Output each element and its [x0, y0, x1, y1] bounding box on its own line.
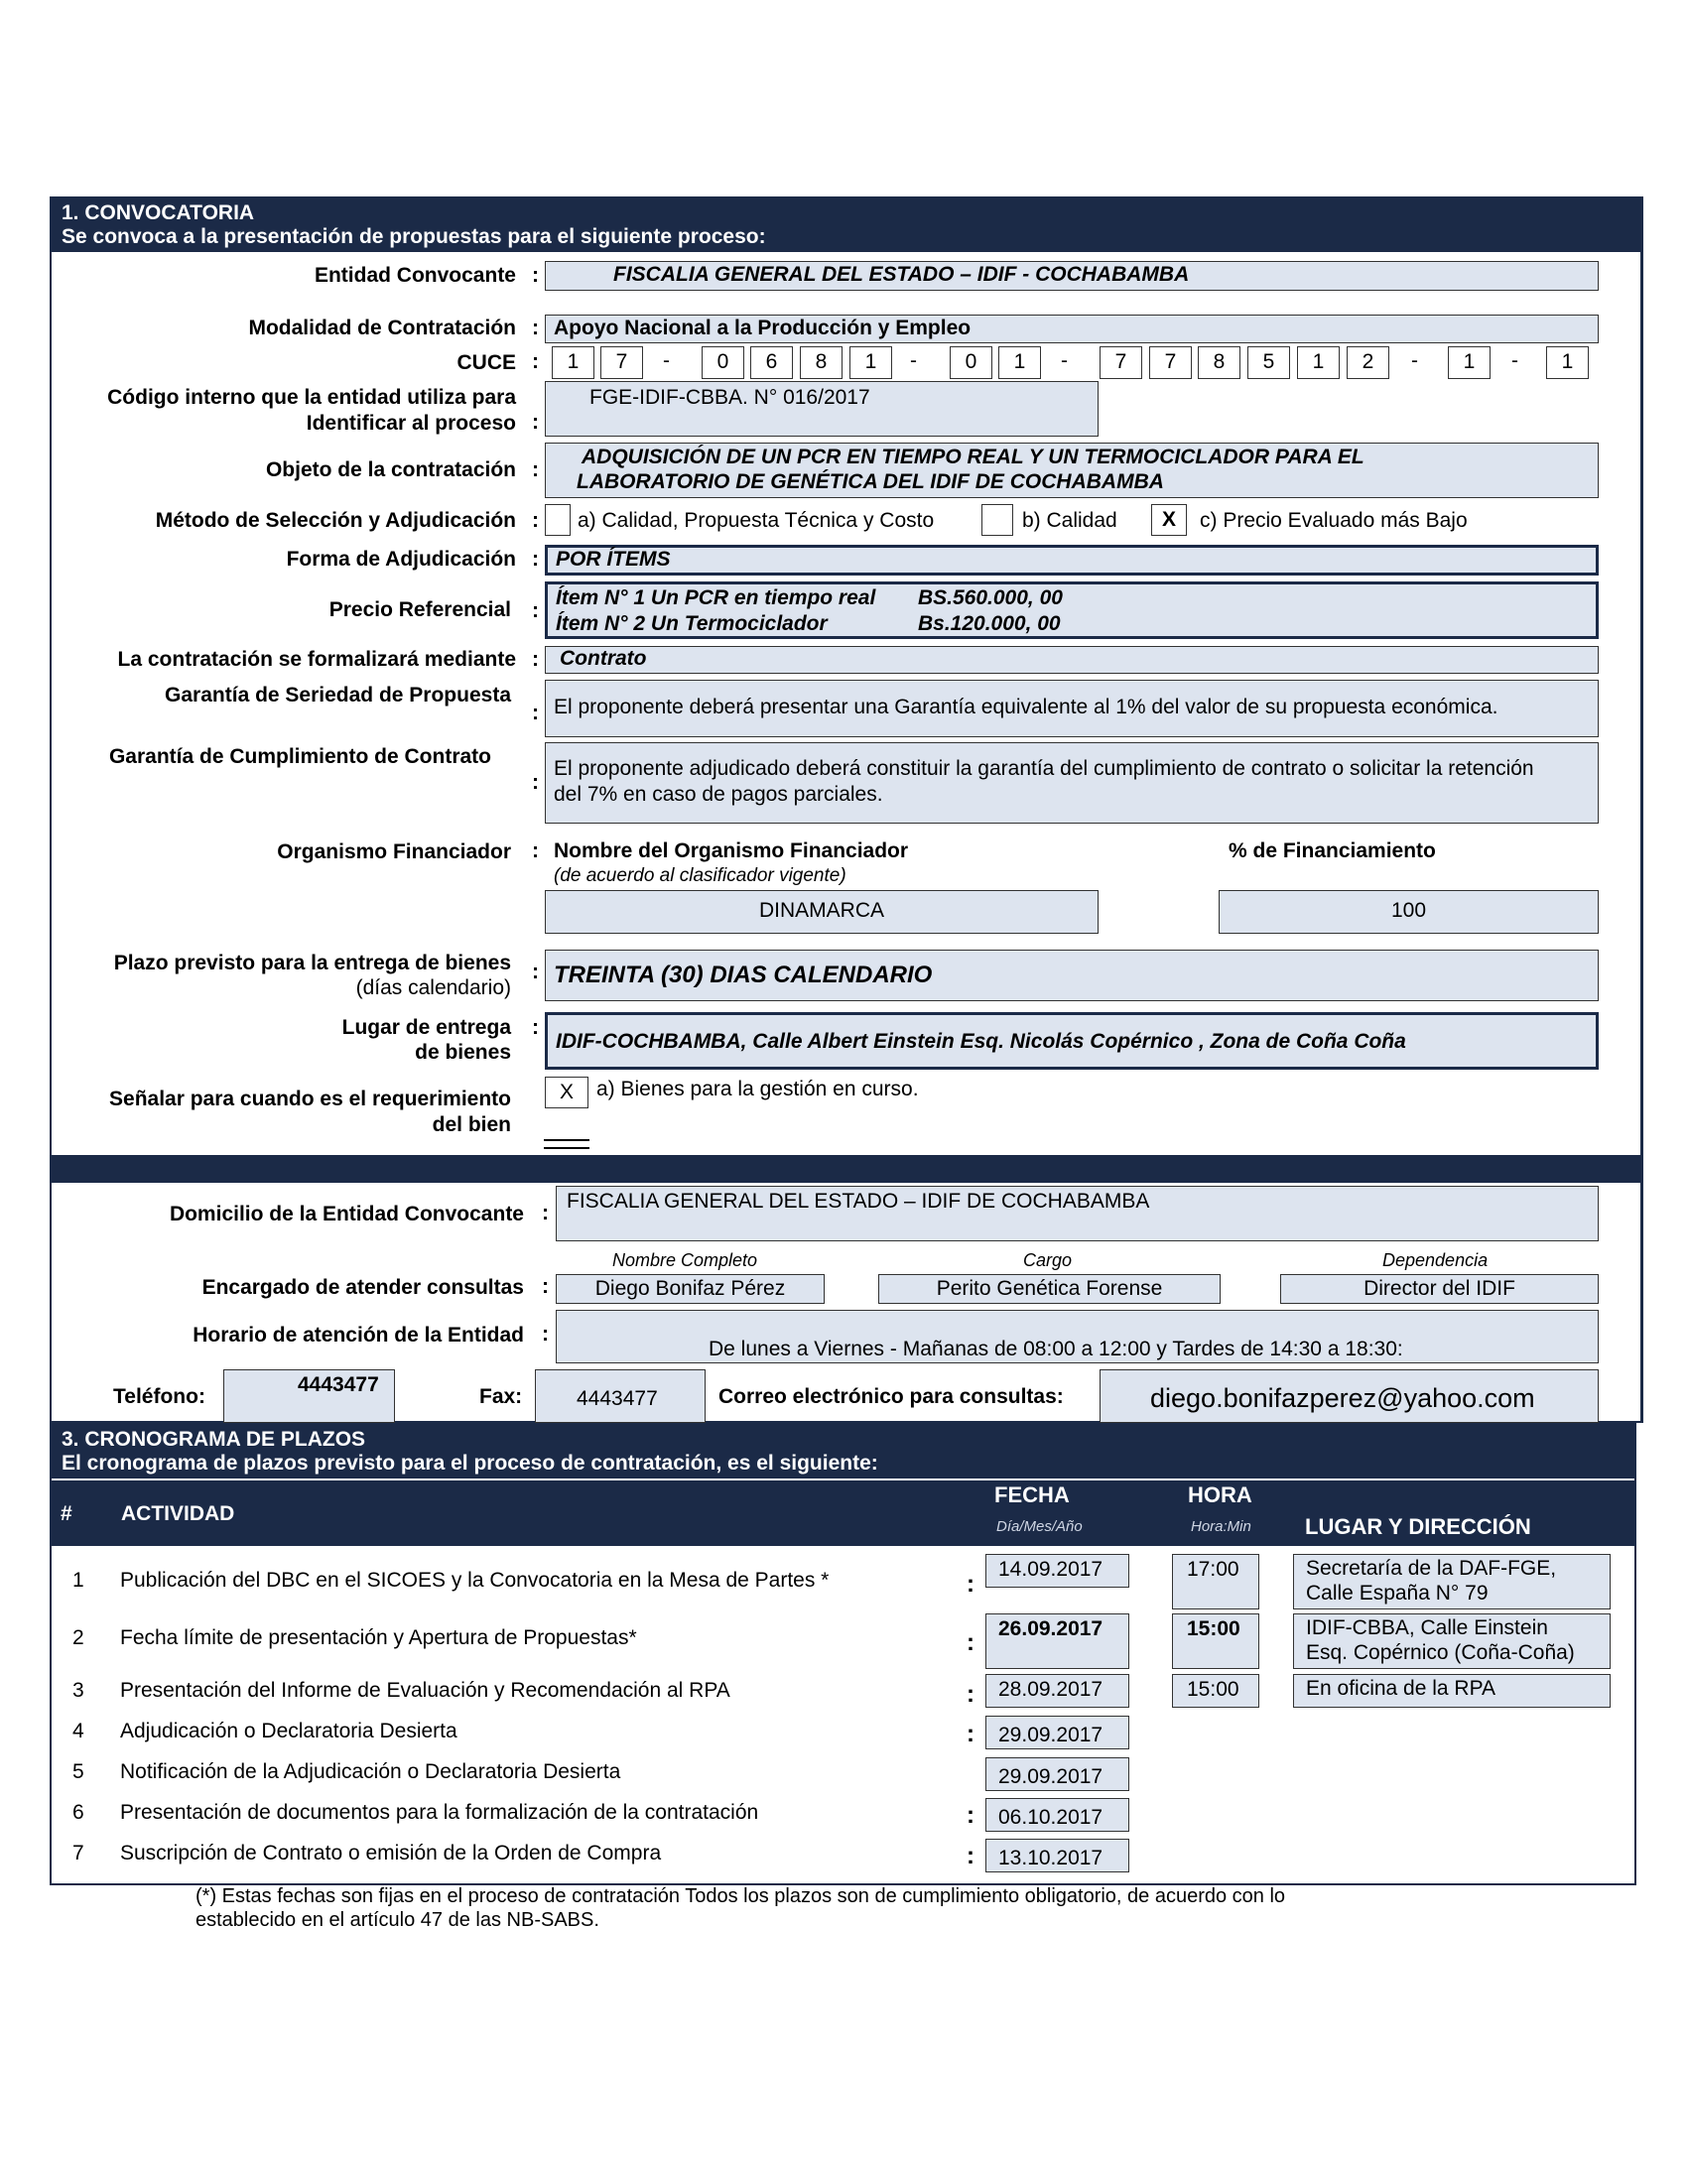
- precio-label: Precio Referencial: [328, 598, 511, 621]
- col-cargo-label: Cargo: [1023, 1250, 1073, 1270]
- section3-title: 3. CRONOGRAMA DE PLAZOS: [62, 1428, 366, 1451]
- financiamiento-value: 100: [1390, 899, 1427, 922]
- forma-label: Forma de Adjudicación: [286, 548, 516, 571]
- colon: :: [532, 599, 539, 622]
- section-separator: [52, 1155, 1641, 1183]
- formaliza-label: La contratación se formalizará mediante: [117, 648, 516, 671]
- plazo-label-1: Plazo previsto para la entrega de bienes: [113, 952, 511, 974]
- colon: :: [532, 458, 539, 481]
- telefono-label: Teléfono:: [113, 1385, 205, 1408]
- colon: :: [542, 1323, 549, 1346]
- cumplimiento-value-2: del 7% en caso de pagos parciales.: [554, 783, 883, 806]
- cuce-digit-box[interactable]: 7: [600, 346, 643, 379]
- fax-field[interactable]: [535, 1369, 706, 1423]
- row-1-lugar[interactable]: [1293, 1554, 1611, 1609]
- colon: :: [967, 1802, 974, 1829]
- senalar-checkbox[interactable]: X: [545, 1077, 588, 1108]
- colon: :: [532, 771, 539, 794]
- row-1-lugar-2: Calle España N° 79: [1306, 1582, 1489, 1605]
- formaliza-field[interactable]: [545, 646, 1599, 674]
- cumplimiento-field[interactable]: [545, 742, 1599, 824]
- entidad-field[interactable]: [545, 261, 1599, 291]
- col-hora-sub: Hora:Min: [1191, 1518, 1251, 1535]
- telefono-value: 4443477: [298, 1373, 379, 1396]
- colon: :: [532, 961, 539, 983]
- lugar-field[interactable]: [545, 1012, 1599, 1070]
- section1-title: 1. CONVOCATORIA: [62, 201, 255, 224]
- objeto-label: Objeto de la contratación: [265, 458, 516, 481]
- row-3-num: 3: [72, 1679, 84, 1702]
- colon: :: [542, 1275, 549, 1298]
- formaliza-value: Contrato: [560, 647, 647, 670]
- col-num-header: #: [61, 1502, 72, 1525]
- cuce-digit-box[interactable]: 0: [702, 346, 744, 379]
- cuce-digit-box[interactable]: 1: [998, 346, 1041, 379]
- colon: :: [967, 1571, 974, 1598]
- precio-item1-value: BS.560.000, 00: [918, 586, 1063, 609]
- colon: :: [967, 1721, 974, 1747]
- fax-label: Fax:: [479, 1385, 523, 1408]
- row-3-actividad: Presentación del Informe de Evaluación y Recomendación al RPA: [120, 1679, 730, 1702]
- cargo-value: Perito Genética Forense: [936, 1277, 1163, 1300]
- cuce-digit-box[interactable]: 8: [1198, 346, 1240, 379]
- correo-field[interactable]: [1100, 1369, 1599, 1423]
- codigo-label-1: Código interno que la entidad utiliza para: [107, 386, 516, 409]
- row-2-fecha[interactable]: 26.09.2017: [985, 1613, 1129, 1669]
- table-header: [52, 1480, 1634, 1546]
- metodo-c-label: c) Precio Evaluado más Bajo: [1200, 509, 1468, 532]
- entidad-value: FISCALIA GENERAL DEL ESTADO – IDIF - COCHABAMBA: [613, 263, 1190, 286]
- cuce-digit-box[interactable]: 1: [552, 346, 594, 379]
- section1-header: [52, 198, 1641, 252]
- colon: :: [532, 839, 539, 862]
- organismo-col1-note: (de acuerdo al clasificador vigente): [554, 865, 846, 886]
- colon: :: [967, 1681, 974, 1708]
- cuce-digit-box[interactable]: 8: [800, 346, 843, 379]
- cuce-separator: -: [910, 349, 917, 372]
- row-3-lugar-1: En oficina de la RPA: [1306, 1677, 1496, 1700]
- row-2-actividad: Fecha límite de presentación y Apertura de Propuestas*: [120, 1626, 637, 1649]
- seriedad-label: Garantía de Seriedad de Propuesta: [165, 684, 511, 707]
- row-3-hora[interactable]: 15:00: [1172, 1674, 1259, 1708]
- precio-item2-value: Bs.120.000, 00: [918, 612, 1061, 635]
- seriedad-field[interactable]: [545, 680, 1599, 737]
- metodo-a-label: a) Calidad, Propuesta Técnica y Costo: [578, 509, 935, 532]
- metodo-b-label: b) Calidad: [1022, 509, 1117, 532]
- colon: :: [532, 411, 539, 434]
- domicilio-value: FISCALIA GENERAL DEL ESTADO – IDIF DE COCHABAMBA: [567, 1190, 1150, 1213]
- organismo-field[interactable]: [545, 890, 1099, 934]
- forma-field[interactable]: [545, 545, 1599, 576]
- nombre-value: Diego Bonifaz Pérez: [594, 1277, 786, 1300]
- colon: :: [967, 1629, 974, 1656]
- cuce-separator: -: [1411, 349, 1418, 372]
- row-4-num: 4: [72, 1720, 84, 1742]
- cuce-digit-box[interactable]: 1: [849, 346, 892, 379]
- row-1-lugar-1: Secretaría de la DAF-FGE,: [1306, 1557, 1557, 1580]
- col-actividad-header: ACTIVIDAD: [121, 1502, 235, 1525]
- encargado-label: Encargado de atender consultas: [201, 1276, 524, 1299]
- senalar-label-2: del bien: [432, 1113, 511, 1136]
- double-rule: [544, 1139, 589, 1149]
- col-fecha-header: FECHA: [994, 1482, 1070, 1507]
- row-2-lugar-2: Esq. Copérnico (Coña-Coña): [1306, 1641, 1575, 1664]
- row-6-num: 6: [72, 1801, 84, 1824]
- row-5-actividad: Notificación de la Adjudicación o Declaratoria Desierta: [120, 1760, 621, 1783]
- nombre-field[interactable]: [556, 1274, 825, 1304]
- metodo-a-checkbox[interactable]: [545, 504, 571, 536]
- lugar-label-2: de bienes: [415, 1041, 511, 1064]
- row-3-fecha[interactable]: 28.09.2017: [985, 1674, 1129, 1708]
- row-1-actividad: Publicación del DBC en el SICOES y la Convocatoria en la Mesa de Partes *: [120, 1569, 830, 1592]
- row-6-actividad: Presentación de documentos para la formalización de la contratación: [120, 1801, 759, 1824]
- horario-value: De lunes a Viernes - Mañanas de 08:00 a 12:00 y Tardes de 14:30 a 18:30:: [709, 1338, 1403, 1360]
- horario-label: Horario de atención de la Entidad: [193, 1324, 524, 1347]
- row-5-fecha[interactable]: 29.09.2017: [985, 1757, 1129, 1791]
- cuce-label: CUCE: [456, 351, 516, 374]
- organismo-col2: % de Financiamiento: [1229, 839, 1436, 862]
- cuce-separator: -: [1061, 349, 1068, 372]
- cuce-digit-box[interactable]: 7: [1149, 346, 1192, 379]
- row-7-num: 7: [72, 1842, 84, 1864]
- cumplimiento-label: Garantía de Cumplimiento de Contrato: [108, 745, 491, 768]
- plazo-label-2: (días calendario): [355, 976, 511, 999]
- organismo-value: DINAMARCA: [758, 899, 884, 922]
- modalidad-value: Apoyo Nacional a la Producción y Empleo: [554, 317, 972, 339]
- organismo-label: Organismo Financiador: [277, 840, 511, 863]
- organismo-col1: Nombre del Organismo Financiador: [554, 839, 909, 862]
- col-hora-header: HORA: [1188, 1482, 1252, 1507]
- cuce-separator: -: [1511, 349, 1518, 372]
- plazo-value: TREINTA (30) DIAS CALENDARIO: [554, 962, 933, 988]
- cuce-digit-box[interactable]: 1: [1297, 346, 1340, 379]
- row-3-lugar[interactable]: [1293, 1674, 1611, 1708]
- financiamiento-field[interactable]: [1219, 890, 1599, 934]
- row-4-actividad: Adjudicación o Declaratoria Desierta: [120, 1720, 457, 1742]
- col-lugar-header: LUGAR Y DIRECCIÓN: [1305, 1514, 1531, 1539]
- entidad-label: Entidad Convocante: [314, 264, 516, 287]
- modalidad-label: Modalidad de Contratación: [248, 317, 516, 339]
- lugar-value: IDIF-COCHBAMBA, Calle Albert Einstein Esq. Nicolás Copérnico , Zona de Coña Coña: [556, 1030, 1406, 1053]
- metodo-label: Método de Selección y Adjudicación: [155, 509, 516, 532]
- colon: :: [532, 264, 539, 287]
- section3-header: [52, 1425, 1634, 1478]
- colon: :: [542, 1202, 549, 1224]
- modalidad-field[interactable]: [545, 315, 1599, 343]
- col-nombre-label: Nombre Completo: [612, 1250, 758, 1270]
- seriedad-value: El proponente deberá presentar una Garantía equivalente al 1% del valor de su propuesta económica.: [554, 696, 1498, 718]
- colon: :: [532, 648, 539, 671]
- footnote-line-1: (*) Estas fechas son fijas en el proceso de contratación Todos los plazos son de cumplimiento obligatorio, de acuerdo con lo: [195, 1885, 1286, 1907]
- metodo-b-checkbox[interactable]: [981, 504, 1013, 536]
- precio-item1: Ítem N° 1 Un PCR en tiempo real: [556, 586, 876, 609]
- row-7-fecha[interactable]: 13.10.2017: [985, 1839, 1129, 1872]
- correo-label: Correo electrónico para consultas:: [718, 1385, 1064, 1408]
- row-2-hora[interactable]: 15:00: [1172, 1613, 1259, 1669]
- senalar-option: a) Bienes para la gestión en curso.: [596, 1078, 919, 1100]
- senalar-label-1: Señalar para cuando es el requerimiento: [109, 1088, 511, 1110]
- row-1-num: 1: [72, 1569, 84, 1592]
- row-1-hora[interactable]: 17:00: [1172, 1554, 1259, 1609]
- horario-field[interactable]: [556, 1310, 1599, 1363]
- row-6-fecha[interactable]: 06.10.2017: [985, 1798, 1129, 1832]
- cuce-digit-box[interactable]: 0: [950, 346, 992, 379]
- row-5-num: 5: [72, 1760, 84, 1783]
- cargo-field[interactable]: [878, 1274, 1221, 1304]
- colon: :: [532, 317, 539, 339]
- row-4-fecha[interactable]: 29.09.2017: [985, 1716, 1129, 1749]
- colon: :: [532, 350, 539, 373]
- dependencia-field[interactable]: [1280, 1274, 1599, 1304]
- row-2-num: 2: [72, 1626, 84, 1649]
- telefono-field[interactable]: [223, 1369, 395, 1423]
- row-2-lugar[interactable]: [1293, 1613, 1611, 1669]
- objeto-value-2: LABORATORIO DE GENÉTICA DEL IDIF DE COCHABAMBA: [577, 470, 1164, 493]
- cuce-digit-box[interactable]: 7: [1100, 346, 1142, 379]
- row-2-lugar-1: IDIF-CBBA, Calle Einstein: [1306, 1616, 1548, 1639]
- cuce-digit-box[interactable]: 6: [750, 346, 793, 379]
- plazo-field[interactable]: [545, 950, 1599, 1001]
- cuce-digit-box[interactable]: 1: [1448, 346, 1491, 379]
- cuce-digit-box[interactable]: 1: [1546, 346, 1589, 379]
- codigo-label-2: Identificar al proceso: [306, 412, 516, 435]
- forma-value: POR ÍTEMS: [556, 548, 671, 571]
- col-dependencia-label: Dependencia: [1382, 1250, 1489, 1270]
- fax-value: 4443477: [577, 1387, 658, 1410]
- metodo-c-checkbox[interactable]: X: [1151, 504, 1187, 536]
- colon: :: [967, 1843, 974, 1869]
- cuce-digit-box[interactable]: 2: [1347, 346, 1389, 379]
- domicilio-label: Domicilio de la Entidad Convocante: [169, 1203, 524, 1225]
- footnote-line-2: establecido en el artículo 47 de las NB-SABS.: [195, 1909, 599, 1931]
- cuce-digit-box[interactable]: 5: [1247, 346, 1290, 379]
- objeto-field[interactable]: [545, 443, 1599, 498]
- col-fecha-sub: Día/Mes/Año: [996, 1518, 1083, 1535]
- colon: :: [532, 702, 539, 724]
- row-1-fecha[interactable]: 14.09.2017: [985, 1554, 1129, 1588]
- dependencia-value: Director del IDIF: [1363, 1277, 1515, 1300]
- lugar-label-1: Lugar de entrega: [341, 1016, 511, 1039]
- precio-item2: Ítem N° 2 Un Termociclador: [556, 612, 828, 635]
- domicilio-field[interactable]: [556, 1186, 1599, 1241]
- section3-subtitle: El cronograma de plazos previsto para el proceso de contratación, es el siguiente:: [62, 1452, 878, 1475]
- codigo-field[interactable]: [545, 381, 1099, 437]
- correo-value: diego.bonifazperez@yahoo.com: [1150, 1383, 1535, 1413]
- cumplimiento-value-1: El proponente adjudicado deberá constituir la garantía del cumplimiento de contrato o solicitar la retención: [554, 757, 1534, 780]
- row-7-actividad: Suscripción de Contrato o emisión de la Orden de Compra: [120, 1842, 662, 1864]
- objeto-value-1: ADQUISICIÓN DE UN PCR EN TIEMPO REAL Y UN TERMOCICLADOR PARA EL: [582, 446, 1364, 468]
- colon: :: [532, 1016, 539, 1039]
- codigo-value: FGE-IDIF-CBBA. N° 016/2017: [589, 386, 870, 409]
- precio-field[interactable]: [545, 581, 1599, 639]
- section1-subtitle: Se convoca a la presentación de propuestas para el siguiente proceso:: [62, 225, 766, 248]
- cuce-separator: -: [663, 349, 670, 372]
- colon: :: [532, 548, 539, 571]
- colon: :: [532, 509, 539, 532]
